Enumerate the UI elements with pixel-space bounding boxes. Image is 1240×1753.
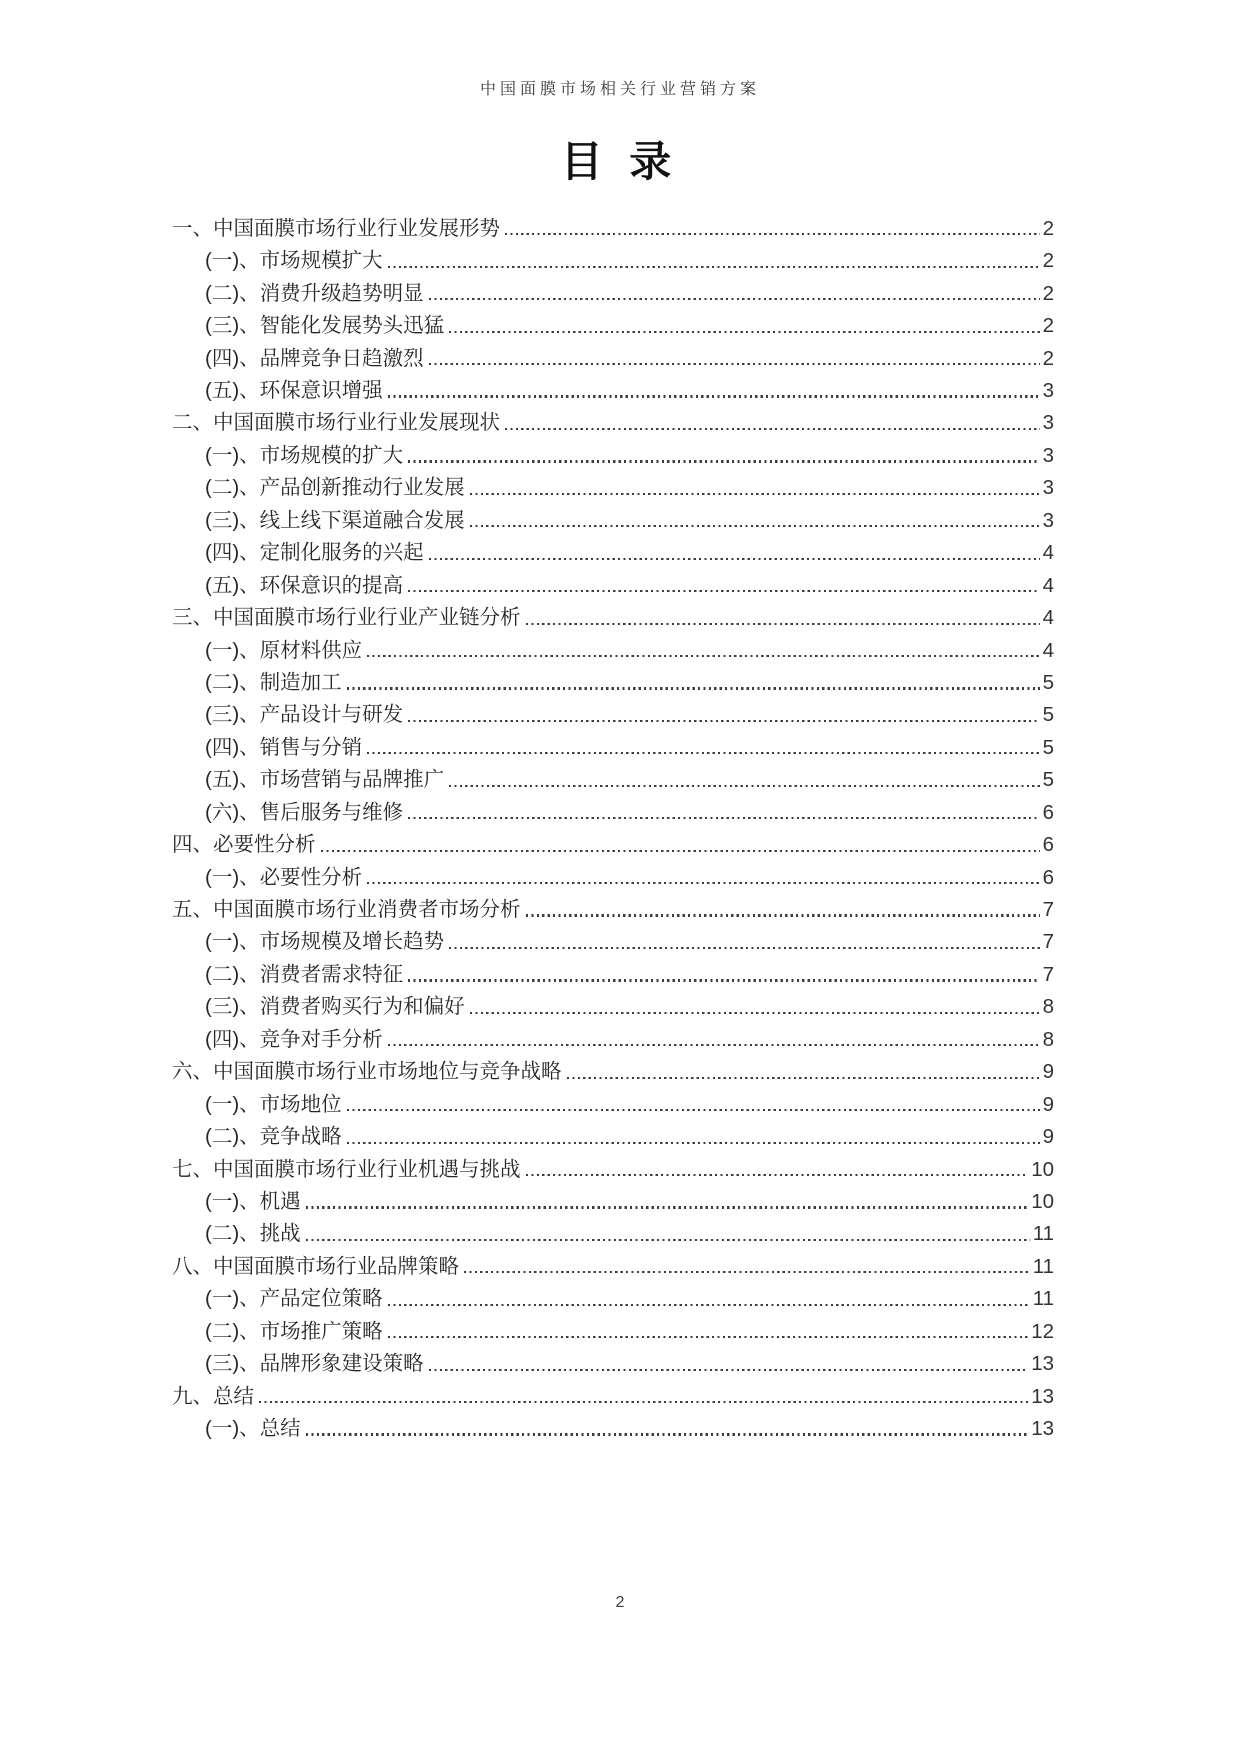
toc-entry[interactable] [172, 1182, 1054, 1214]
toc-entry[interactable] [172, 404, 1054, 436]
toc-leader-dots [408, 979, 1039, 981]
toc-entry[interactable] [172, 1215, 1054, 1247]
toc-page-number: 8 [1042, 995, 1054, 1019]
toc-entry-label[interactable]: (五)、环保意识增强 [205, 379, 383, 402]
toc-leader-dots [526, 914, 1040, 916]
toc-entry-label[interactable]: 八、中国面膜市场行业品牌策略 [172, 1254, 459, 1278]
toc-entry-label[interactable]: (四)、竞争对手分析 [205, 1027, 383, 1051]
toc-entry[interactable] [172, 533, 1054, 565]
toc-leader-dots [388, 266, 1040, 268]
toc-entry[interactable] [172, 339, 1054, 371]
toc-page-number: 13 [1031, 1352, 1054, 1376]
toc-page-number: 11 [1032, 1222, 1054, 1246]
toc-entry[interactable] [172, 436, 1054, 468]
toc-entry-label[interactable]: (六)、售后服务与维修 [205, 800, 404, 824]
toc-page-number: 4 [1042, 573, 1054, 597]
toc-page-number: 7 [1042, 962, 1054, 986]
toc-title: 目 录 [560, 140, 680, 186]
toc-entry[interactable] [172, 1247, 1054, 1279]
toc-entry-label[interactable]: (四)、销售与分销 [205, 735, 363, 759]
toc-leader-dots [429, 558, 1040, 560]
toc-entry[interactable] [172, 469, 1054, 501]
toc-leader-dots [367, 752, 1039, 754]
toc-leader-dots [449, 785, 1039, 787]
toc-leader-dots [321, 850, 1040, 852]
toc-leader-dots [347, 1109, 1040, 1111]
toc-entry[interactable] [172, 631, 1054, 663]
toc-leader-dots [429, 298, 1040, 300]
toc-leader-dots [567, 1077, 1040, 1079]
toc-entry-label[interactable]: 六、中国面膜市场行业市场地位与竞争战略 [172, 1060, 562, 1084]
toc-leader-dots [505, 233, 1040, 235]
toc-page-number: 4 [1042, 606, 1054, 630]
toc-entry[interactable] [172, 858, 1054, 890]
toc-entry-label[interactable]: (二)、消费者需求特征 [205, 962, 404, 986]
toc-page-number: 7 [1042, 898, 1054, 921]
toc-page-number: 3 [1042, 443, 1054, 467]
toc-page-number: 4 [1042, 638, 1054, 662]
toc-entry[interactable] [172, 955, 1054, 987]
toc-entry-label[interactable]: (三)、品牌形象建设策略 [205, 1352, 424, 1376]
toc-leader-dots [449, 947, 1039, 949]
toc-entry-label[interactable]: (一)、市场规模扩大 [205, 249, 383, 273]
toc-entry[interactable] [172, 371, 1054, 403]
toc-entry-label[interactable]: (二)、产品创新推动行业发展 [205, 476, 465, 500]
toc-entry-label[interactable]: (二)、挑战 [205, 1222, 301, 1246]
toc-page-number: 13 [1031, 1384, 1054, 1408]
toc-entry-label[interactable]: 九、总结 [172, 1384, 254, 1408]
toc-page-number: 3 [1042, 476, 1054, 500]
toc-entry[interactable] [172, 274, 1054, 306]
toc-entry-label[interactable]: (五)、市场营销与品牌推广 [205, 768, 445, 792]
toc-entry[interactable] [172, 825, 1054, 857]
toc-page-number: 4 [1042, 541, 1054, 565]
toc-leader-dots [388, 1304, 1030, 1306]
toc-entry[interactable] [172, 209, 1054, 241]
toc-page-number: 2 [1042, 249, 1054, 273]
toc-entry-label[interactable]: (一)、产品定位策略 [205, 1287, 383, 1311]
toc-leader-dots [526, 1174, 1029, 1176]
toc-page-number: 9 [1042, 1092, 1054, 1116]
toc-entry[interactable] [172, 1117, 1054, 1149]
toc-page-number: 6 [1042, 833, 1054, 857]
toc-page-number: 5 [1042, 703, 1054, 727]
toc-entry-label[interactable]: (四)、品牌竞争日趋激烈 [205, 346, 424, 370]
toc-entry[interactable] [172, 241, 1054, 273]
toc-leader-dots [388, 395, 1040, 397]
toc-leader-dots [470, 493, 1040, 495]
toc-entry[interactable] [172, 760, 1054, 792]
toc-page-number: 2 [1042, 314, 1054, 338]
toc-entry-label[interactable]: (一)、原材料供应 [205, 638, 363, 662]
toc-entry[interactable] [172, 1020, 1054, 1052]
toc-entry-label[interactable]: (一)、市场规模的扩大 [205, 443, 404, 467]
toc-entry-label[interactable]: (三)、产品设计与研发 [205, 703, 404, 727]
toc-entry[interactable] [172, 988, 1054, 1020]
document-header-title: 中国面膜市场相关行业营销方案 [479, 81, 760, 98]
footer-page-number: 2 [615, 1594, 625, 1611]
toc-entry[interactable] [172, 1150, 1054, 1182]
toc-entry[interactable] [172, 696, 1054, 728]
toc-entry-label[interactable]: (五)、环保意识的提高 [205, 573, 404, 597]
toc-entry-label[interactable]: (四)、定制化服务的兴起 [205, 541, 424, 565]
toc-page-number: 2 [1042, 281, 1054, 305]
toc-leader-dots [408, 460, 1039, 462]
toc-entry[interactable] [172, 566, 1054, 598]
toc-entry-label[interactable]: (三)、线上线下渠道融合发展 [205, 508, 465, 532]
toc-entry[interactable] [172, 793, 1054, 825]
toc-entry[interactable] [172, 1377, 1054, 1409]
toc-list [0, 209, 1240, 1442]
toc-entry-label[interactable]: (二)、消费升级趋势明显 [205, 281, 424, 305]
toc-entry-label[interactable]: (一)、市场规模及增长趋势 [205, 930, 445, 954]
toc-entry-label[interactable]: (一)、总结 [205, 1417, 301, 1440]
toc-page-number: 5 [1042, 768, 1054, 792]
toc-page-number: 13 [1031, 1417, 1054, 1440]
toc-leader-dots [259, 1401, 1028, 1403]
toc-leader-dots [408, 590, 1039, 592]
toc-entry[interactable] [172, 923, 1054, 955]
toc-entry-label[interactable]: 二、中国面膜市场行业行业发展现状 [172, 411, 500, 435]
toc-entry[interactable] [172, 501, 1054, 533]
toc-leader-dots [367, 882, 1039, 884]
toc-entry-label[interactable]: (一)、必要性分析 [205, 865, 363, 889]
toc-entry[interactable] [172, 598, 1054, 630]
toc-page-number: 10 [1031, 1157, 1054, 1181]
toc-page-number: 10 [1031, 1189, 1054, 1213]
toc-leader-dots [306, 1239, 1030, 1241]
toc-entry[interactable] [172, 1409, 1054, 1441]
toc-page-number: 9 [1042, 1060, 1054, 1084]
toc-entry[interactable] [172, 663, 1054, 695]
toc-entry-label[interactable]: (一)、机遇 [205, 1189, 301, 1213]
toc-leader-dots [449, 331, 1039, 333]
toc-leader-dots [464, 1271, 1030, 1273]
toc-page-number: 3 [1042, 508, 1054, 532]
toc-leader-dots [306, 1433, 1029, 1435]
toc-page-number: 11 [1032, 1254, 1054, 1278]
toc-entry-label[interactable]: (二)、市场推广策略 [205, 1319, 383, 1343]
toc-entry[interactable] [172, 1085, 1054, 1117]
toc-entry-label[interactable]: (三)、智能化发展势头迅猛 [205, 314, 445, 338]
toc-leader-dots [306, 1206, 1029, 1208]
toc-page-number: 6 [1042, 865, 1054, 889]
toc-entry-label[interactable]: (一)、市场地位 [205, 1092, 342, 1116]
toc-entry[interactable] [172, 306, 1054, 338]
toc-entry[interactable] [172, 1052, 1054, 1084]
toc-page-number: 8 [1042, 1027, 1054, 1051]
toc-leader-dots [388, 1336, 1029, 1338]
toc-leader-dots [526, 623, 1040, 625]
toc-leader-dots [429, 363, 1040, 365]
toc-entry-label[interactable]: (二)、制造加工 [205, 670, 342, 694]
toc-entry-label[interactable]: 五、中国面膜市场行业消费者市场分析 [172, 898, 521, 921]
toc-entry[interactable] [172, 1312, 1054, 1344]
toc-page-number: 12 [1031, 1319, 1054, 1343]
toc-page-number: 6 [1042, 800, 1054, 824]
toc-entry[interactable] [172, 1279, 1054, 1311]
toc-page-number: 5 [1042, 670, 1054, 694]
toc-page-number: 11 [1032, 1287, 1054, 1311]
toc-page-number: 2 [1042, 216, 1054, 240]
toc-entry-label[interactable]: 三、中国面膜市场行业行业产业链分析 [172, 606, 521, 630]
toc-entry-label[interactable]: 一、中国面膜市场行业行业发展形势 [172, 216, 500, 240]
toc-entry-label[interactable]: (三)、消费者购买行为和偏好 [205, 995, 465, 1019]
toc-leader-dots [470, 525, 1040, 527]
toc-entry-label[interactable]: 七、中国面膜市场行业行业机遇与挑战 [172, 1157, 521, 1181]
toc-page-number: 7 [1042, 930, 1054, 954]
toc-leader-dots [367, 655, 1039, 657]
toc-entry-label[interactable]: (二)、竞争战略 [205, 1125, 342, 1149]
toc-page-number: 3 [1042, 411, 1054, 435]
toc-page-number: 9 [1042, 1125, 1054, 1149]
toc-leader-dots [408, 817, 1039, 819]
toc-leader-dots [408, 720, 1039, 722]
toc-page-number: 2 [1042, 346, 1054, 370]
toc-leader-dots [429, 1369, 1029, 1371]
toc-leader-dots [470, 1012, 1040, 1014]
toc-leader-dots [347, 1142, 1040, 1144]
toc-leader-dots [505, 428, 1040, 430]
toc-entry-label[interactable]: 四、必要性分析 [172, 833, 316, 857]
toc-entry[interactable] [172, 890, 1054, 922]
toc-page-number: 3 [1042, 379, 1054, 402]
toc-entry[interactable] [172, 728, 1054, 760]
toc-leader-dots [347, 687, 1040, 689]
toc-entry[interactable] [172, 1344, 1054, 1376]
toc-leader-dots [388, 1044, 1040, 1046]
toc-page-number: 5 [1042, 735, 1054, 759]
